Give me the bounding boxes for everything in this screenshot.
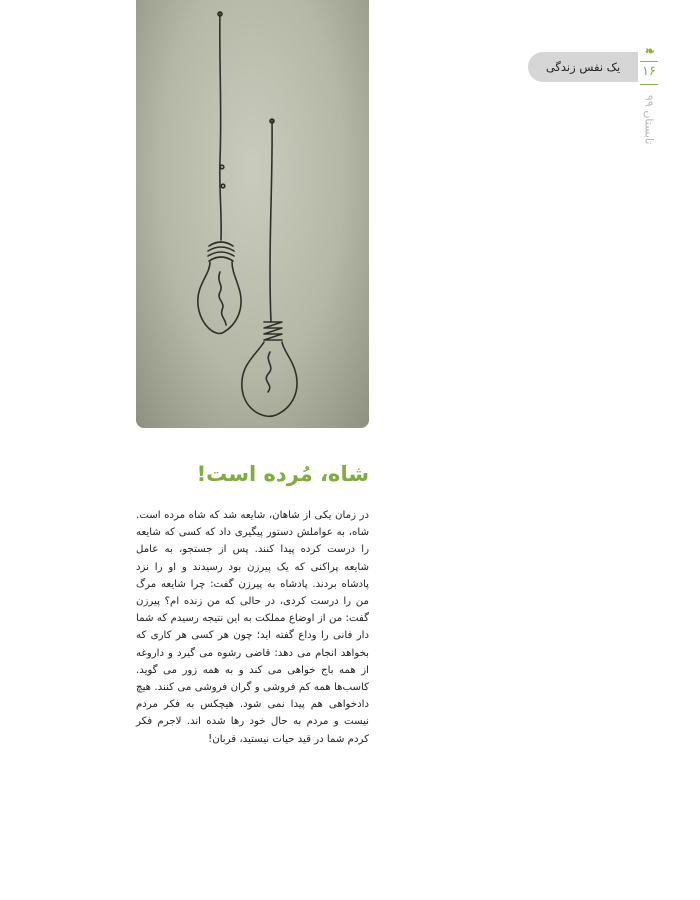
issue-label: تابستان ۹۹ bbox=[642, 95, 656, 145]
section-label-text: یک نفس زندگی bbox=[545, 60, 621, 74]
magazine-logo-icon: ❧ bbox=[644, 44, 656, 58]
section-label bbox=[528, 52, 638, 82]
lightbulb-illustration bbox=[136, 0, 369, 428]
page-number: ۱۶ bbox=[642, 64, 656, 79]
divider bbox=[640, 84, 658, 85]
divider bbox=[640, 61, 658, 62]
wire-lightbulbs-photo bbox=[136, 0, 369, 428]
article-title: شاه، مُرده است! bbox=[196, 462, 369, 486]
article-body: در زمان یکی از شاهان، شایعه شد که شاه مرده است. شاه، به عواملش دستور پیگیری داد که کسی که شایعه را درست کرده پیدا کنند. پس از جستجو، به عامل شایعه پراکنی که یک پیرزن بود رسیدند و او را نزد پادشاه بردند. پادشاه به پیرزن گفت: چرا شایعه مرگ من را درست کردی، در حالی که من زنده ام؟ پیرزن گفت: من از اوضاع مملکت به این نتیجه رسیدم که شما دار فانی را وداع گفته اید؛ چون هر کسی هر کاری که بخواهد انجام می دهد: قاضی رشوه می گیرد و داروغه از همه باج خواهی می کند و به همه زور می گوید. کاسب‌ها همه کم فروشی و گران فروشی می کنند. هیچ دادخواهی هم پیدا نمی شود. هیچکس به فکر مردم نیست و مردم به حال خود رها شده اند. لاجرم فکر کردم شما در قید حیات نیستید، قربان! bbox=[136, 510, 369, 745]
